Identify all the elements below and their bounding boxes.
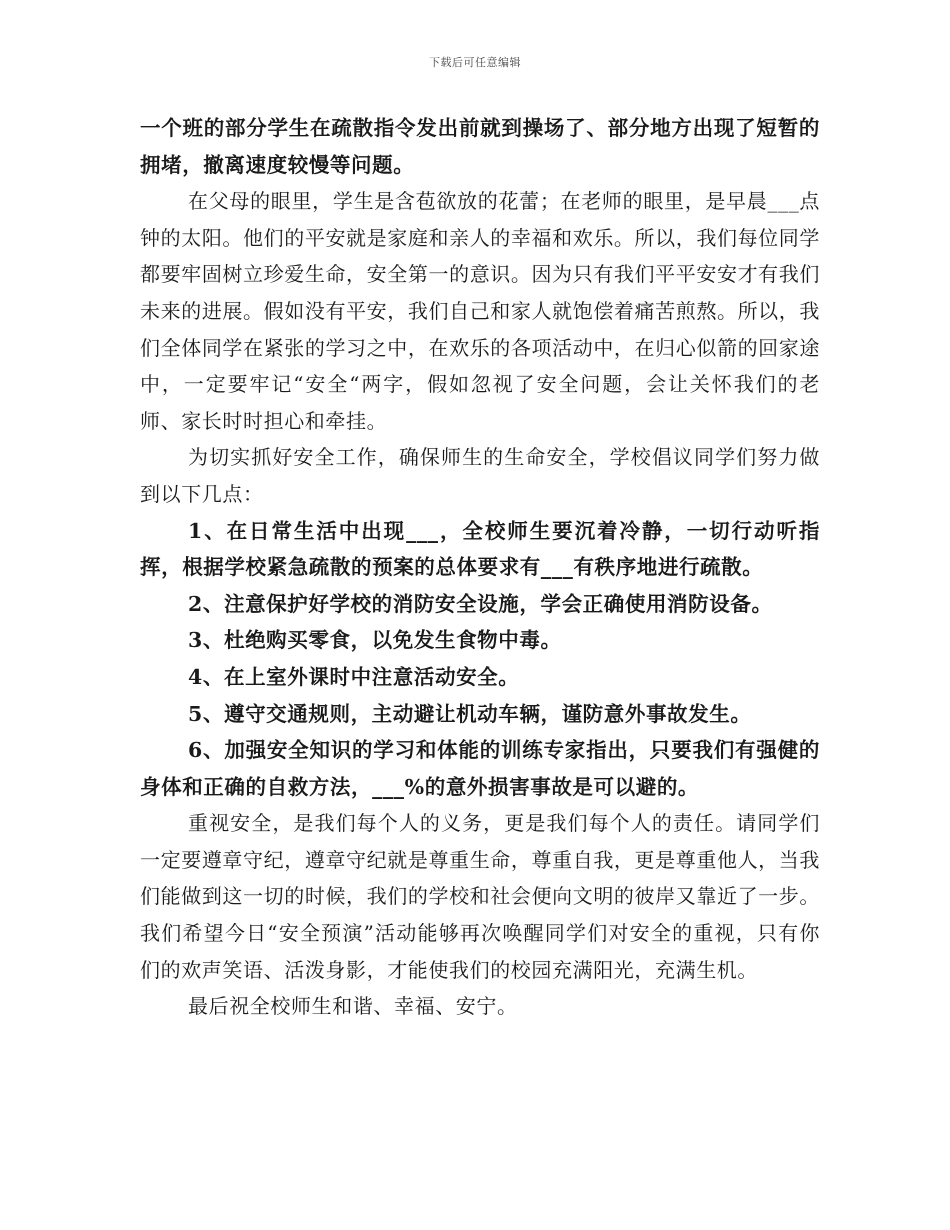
paragraph-closing-wish: 最后祝全校师生和谐、幸福、安宁。 [188, 994, 518, 1019]
list-item-6: 6、加强安全知识的学习和体能的训练专家指出，只要我们有强健的身体和正确的自救方法，___%的意外损害事故是可以避的。 [140, 738, 820, 799]
list-item-3: 3、杜绝购买零食，以免发生食物中毒。 [188, 628, 562, 653]
paragraph-proposal: 为切实抓好安全工作，确保师生的生命安全，学校倡议同学们努力做到以下几点： [140, 445, 820, 506]
list-item-5: 5、遵守交通规则，主动避让机动车辆，谨防意外事故发生。 [188, 701, 752, 726]
document-body [140, 110, 820, 1025]
paragraph-parents-eyes: 在父母的眼里，学生是含苞欲放的花蕾；在老师的眼里，是早晨___点钟的太阳。他们的平安就是家庭和亲人的幸福和欢乐。所以，我们每位同学都要牢固树立珍爱生命，安全第一的意识。因为只有我们平平安安才有我们未来的进展。假如没有平安，我们自己和家人就饱偿着痛苦煎熬。所以，我们全体同学在紧张的学习之中，在欢乐的各项活动中，在归心似箭的回家途中，一定要牢记“安全“两字，假如忽视了安全问题，会让关怀我们的老师、家长时时担心和牵挂。 [140, 189, 820, 433]
list-item-1: 1、在日常生活中出现___，全校师生要沉着冷静，一切行动听指挥，根据学校紧急疏散的预案的总体要求有___有秩序地进行疏散。 [140, 518, 820, 580]
list-item-2: 2、注意保护好学校的消防安全设施，学会正确使用消防设备。 [188, 591, 773, 616]
paragraph-safety-duty: 重视安全，是我们每个人的义务，更是我们每个人的责任。请同学们一定要遵章守纪，遵章守纪就是尊重生命，尊重自我，更是尊重他人，当我们能做到这一切的时候，我们的学校和社会便向文明的彼岸又靠近了一步。我们希望今日“安全预演”活动能够再次唤醒同学们对安全的重视，只有你们的欢声笑语、活泼身影，才能使我们的校园充满阳光，充满生机。 [140, 811, 820, 982]
page-header: 下载后可任意编辑 [429, 56, 521, 69]
list-item-4: 4、在上室外课时中注意活动安全。 [188, 664, 520, 689]
paragraph-intro-continued: 一个班的部分学生在疏散指令发出前就到操场了、部分地方出现了短暂的拥堵，撤离速度较慢等问题。 [140, 116, 820, 177]
